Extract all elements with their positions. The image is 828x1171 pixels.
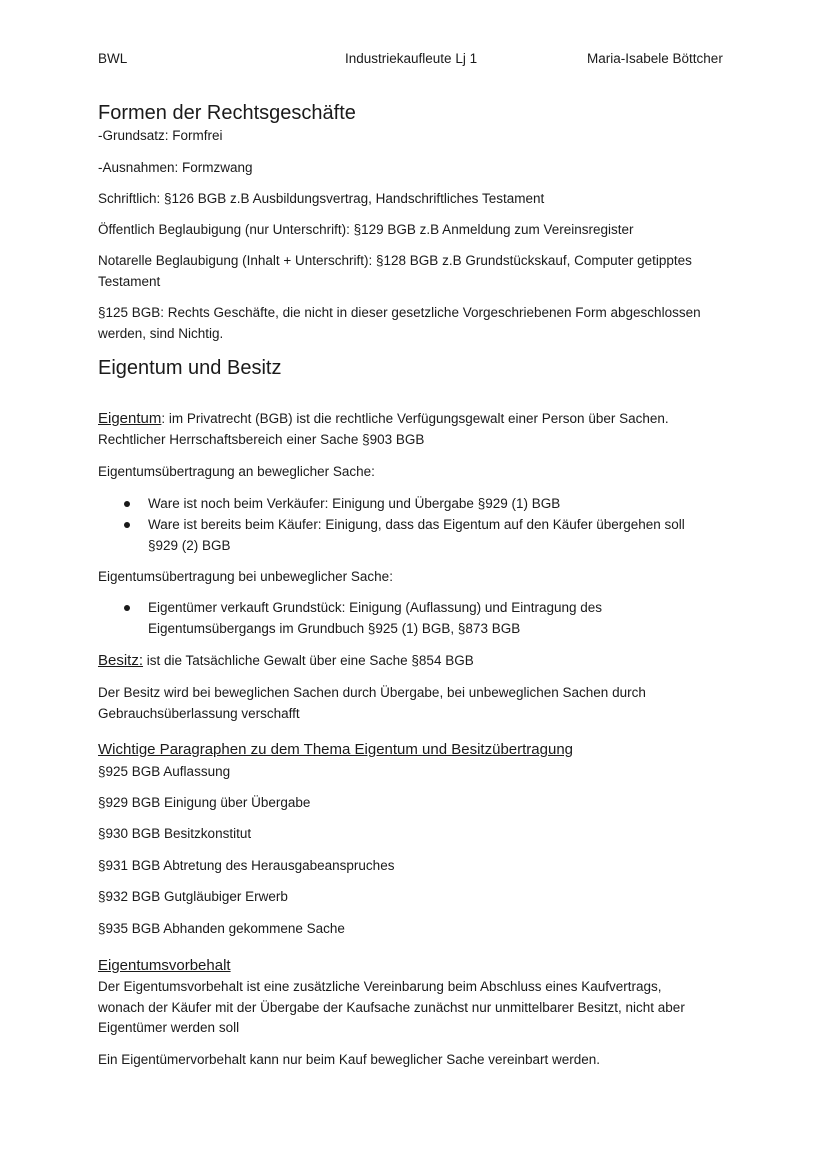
eigentum-term: Eigentum <box>98 410 162 427</box>
section-title-paragraphen: Wichtige Paragraphen zu dem Thema Eigentum und Besitzübertragung <box>98 741 573 758</box>
besitz-verschafft-line1: Der Besitz wird bei beweglichen Sachen durch Übergabe, bei unbeweglichen Sachen durch <box>98 685 646 700</box>
bullet-icon <box>124 501 130 507</box>
bullet-icon <box>124 522 130 528</box>
eigentum-definition-line2: Rechtlicher Herrschaftsbereich einer Sache §903 BGB <box>98 432 425 447</box>
section-title-eigentumsvorbehalt: Eigentumsvorbehalt <box>98 957 231 974</box>
eigentumsvorbehalt-line4: Ein Eigentümervorbehalt kann nur beim Kauf beweglicher Sache vereinbart werden. <box>98 1052 601 1067</box>
besitz-verschafft-line2: Gebrauchsüberlassung verschafft <box>98 706 300 721</box>
notarielle-text-line1: Notarelle Beglaubigung (Inhalt + Unterschrift): §128 BGB z.B Grundstückskauf, Computer getipptes <box>98 253 692 268</box>
beweglich-bullet-1: Ware ist noch beim Verkäufer: Einigung und Übergabe §929 (1) BGB <box>148 496 561 511</box>
paragraph-list-item: §929 BGB Einigung über Übergabe <box>98 795 311 810</box>
beweglich-bullet-2-line2: §929 (2) BGB <box>148 538 231 553</box>
eigentumsvorbehalt-line1: Der Eigentumsvorbehalt ist eine zusätzliche Vereinbarung beim Abschluss eines Kaufvertrags, <box>98 979 662 994</box>
unbeweglich-bullet-1-line2: Eigentumsübergangs im Grundbuch §925 (1) BGB, §873 BGB <box>148 621 521 636</box>
section-title-eigentum-besitz: Eigentum und Besitz <box>98 357 282 379</box>
unbeweglich-intro: Eigentumsübertragung bei unbeweglicher Sache: <box>98 569 393 584</box>
paragraph-list-item: §925 BGB Auflassung <box>98 764 231 779</box>
paragraph-125-line1: §125 BGB: Rechts Geschäfte, die nicht in dieser gesetzliche Vorgeschriebenen Form abgeschlossen <box>98 305 701 320</box>
besitz-definition-text: ist die Tatsächliche Gewalt über eine Sache §854 BGB <box>143 653 474 668</box>
paragraph-list-item: §935 BGB Abhanden gekommene Sache <box>98 921 345 936</box>
oeffentlich-text: Öffentlich Beglaubigung (nur Unterschrift): §129 BGB z.B Anmeldung zum Vereinsregister <box>98 222 634 237</box>
paragraph-list-item: §932 BGB Gutgläubiger Erwerb <box>98 889 288 904</box>
bullet-icon <box>124 605 130 611</box>
eigentumsvorbehalt-line3: Eigentümer werden soll <box>98 1020 240 1035</box>
schriftlich-text: Schriftlich: §126 BGB z.B Ausbildungsvertrag, Handschriftliches Testament <box>98 191 545 206</box>
beweglich-bullet-2-line1: Ware ist bereits beim Käufer: Einigung, dass das Eigentum auf den Käufer übergehen soll <box>148 517 685 532</box>
besitz-definition <box>98 650 474 671</box>
header-right: Maria-Isabele Böttcher <box>587 51 723 66</box>
eigentum-definition-text: : im Privatrecht (BGB) ist die rechtliche Verfügungsgewalt einer Person über Sachen. <box>161 411 669 426</box>
paragraph-list-item: §930 BGB Besitzkonstitut <box>98 826 252 841</box>
unbeweglich-bullet-1-line1: Eigentümer verkauft Grundstück: Einigung (Auflassung) und Eintragung des <box>148 600 603 615</box>
paragraph-125-line2: werden, sind Nichtig. <box>98 326 224 341</box>
eigentum-definition-line1 <box>98 408 669 429</box>
header-left: BWL <box>98 51 128 66</box>
notarielle-text-line2: Testament <box>98 274 161 289</box>
besitz-term: Besitz: <box>98 652 144 669</box>
section-title-formen: Formen der Rechtsgeschäfte <box>98 102 356 124</box>
ausnahmen-text: -Ausnahmen: Formzwang <box>98 160 253 175</box>
beweglich-intro: Eigentumsübertragung an beweglicher Sache: <box>98 464 375 479</box>
paragraph-list-item: §931 BGB Abtretung des Herausgabeanspruches <box>98 858 395 873</box>
eigentumsvorbehalt-line2: wonach der Käufer mit der Übergabe der Kaufsache zunächst nur unmittelbarer Besitzt, nicht aber <box>98 1000 685 1015</box>
grundsatz-text: -Grundsatz: Formfrei <box>98 128 223 143</box>
header-center: Industriekaufleute Lj 1 <box>345 51 478 66</box>
